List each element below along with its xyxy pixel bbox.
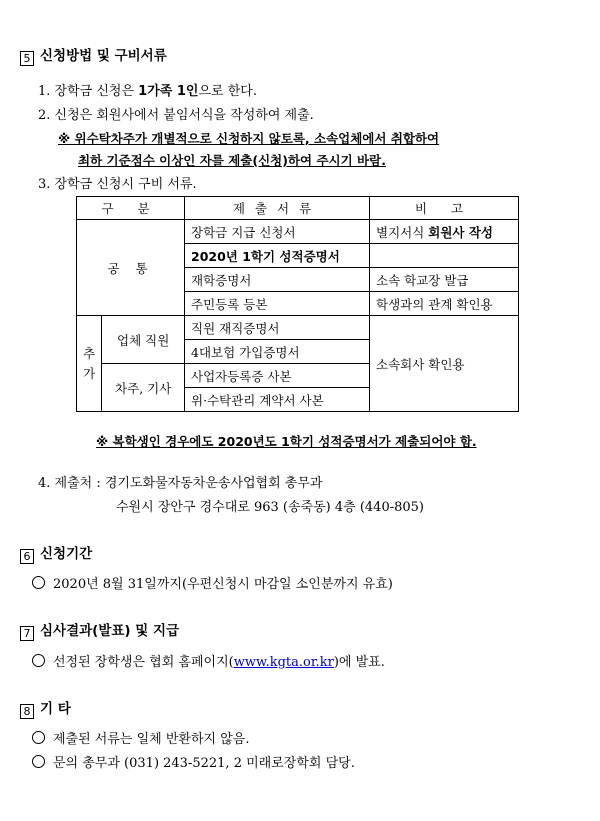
circle-bullet-icon [32,654,45,667]
section-number-box: 5 [20,51,34,66]
doc-bizreg: 사업자등록증 사본 [185,364,370,388]
category-additional: 추 가 [77,316,102,412]
header-category: 구 분 [77,197,185,220]
documents-table [76,196,519,412]
submit-address: 수원시 장안구 경수대로 963 (송죽동) 4층 (440-805) [116,500,424,515]
circle-bullet-icon [32,755,45,768]
doc-grade: 2020년 1학기 성적증명서 [185,244,370,268]
section-5-heading [20,44,167,66]
list-item-4: 4. 제출처 : 경기도화물자동차운송사업협회 총무과 [38,476,323,491]
header-documents: 제출서류 [185,197,370,220]
doc-resident: 주민등록 등본 [185,292,370,316]
doc-contract: 위·수탁관리 계약서 사본 [185,388,370,412]
list-item-2: 2. 신청은 회원사에서 붙임서식을 작성하여 제출. [38,108,314,123]
remark-enroll: 소속 학교장 발급 [370,268,519,292]
remark-company: 소속회사 확인용 [370,316,519,412]
remark-resident: 학생과의 관계 확인용 [370,292,519,316]
section-title: 심사결과(발표) 및 지급 [40,623,180,639]
table-header-row [77,197,519,220]
section-number-box: 6 [20,549,34,564]
circle-bullet-icon [32,576,45,589]
table-footnote: ※ 복학생인 경우에도 2020년도 1학기 성적증명서가 제출되어야 함. [96,434,477,449]
subcategory-employee: 업체 직원 [102,316,185,364]
doc-enroll: 재학증명서 [185,268,370,292]
section-title: 기 타 [40,701,71,717]
period-text: 2020년 8월 31일까지(우편신청시 마감일 소인분까지 유효) [32,573,393,592]
notice-line-2: 최하 기준점수 이상인 자를 제출(신청)하여 주시기 바람. [78,153,386,168]
doc-employ: 직원 재직증명서 [185,316,370,340]
category-common: 공 통 [77,220,185,316]
section-6-heading [20,542,92,564]
remark-apply: 별지서식 회원사 작성 [370,220,519,244]
section-number-box: 7 [20,626,34,641]
section-number-box: 8 [20,704,34,719]
section-title: 신청방법 및 구비서류 [40,48,167,64]
table-row [77,220,519,244]
homepage-link[interactable]: www.kgta.or.kr [233,655,334,670]
remark-grade [370,244,519,268]
notice-line-1: ※ 위수탁차주가 개별적으로 신청하지 않토록, 소속업체에서 취합하여 [58,131,440,146]
misc-text-2: 문의 총무과 (031) 243-5221, 2 미래로장학회 담당. [32,752,355,771]
table-row [77,316,519,340]
circle-bullet-icon [32,731,45,744]
section-8-heading [20,697,71,719]
section-title: 신청기간 [40,546,93,562]
list-item-1: 1. 장학금 신청은 1가족 1인으로 한다. [38,84,257,99]
list-item-3: 3. 장학금 신청시 구비 서류. [38,177,197,192]
section-7-heading [20,619,179,641]
doc-apply: 장학금 지급 신청서 [185,220,370,244]
announcement-text: 선정된 장학생은 협회 홈페이지(www.kgta.or.kr)에 발표. [32,651,385,670]
header-remarks: 비 고 [370,197,519,220]
doc-insurance: 4대보험 가입증명서 [185,340,370,364]
misc-text-1: 제출된 서류는 일체 반환하지 않음. [32,728,249,747]
subcategory-owner: 차주, 기사 [102,364,185,412]
